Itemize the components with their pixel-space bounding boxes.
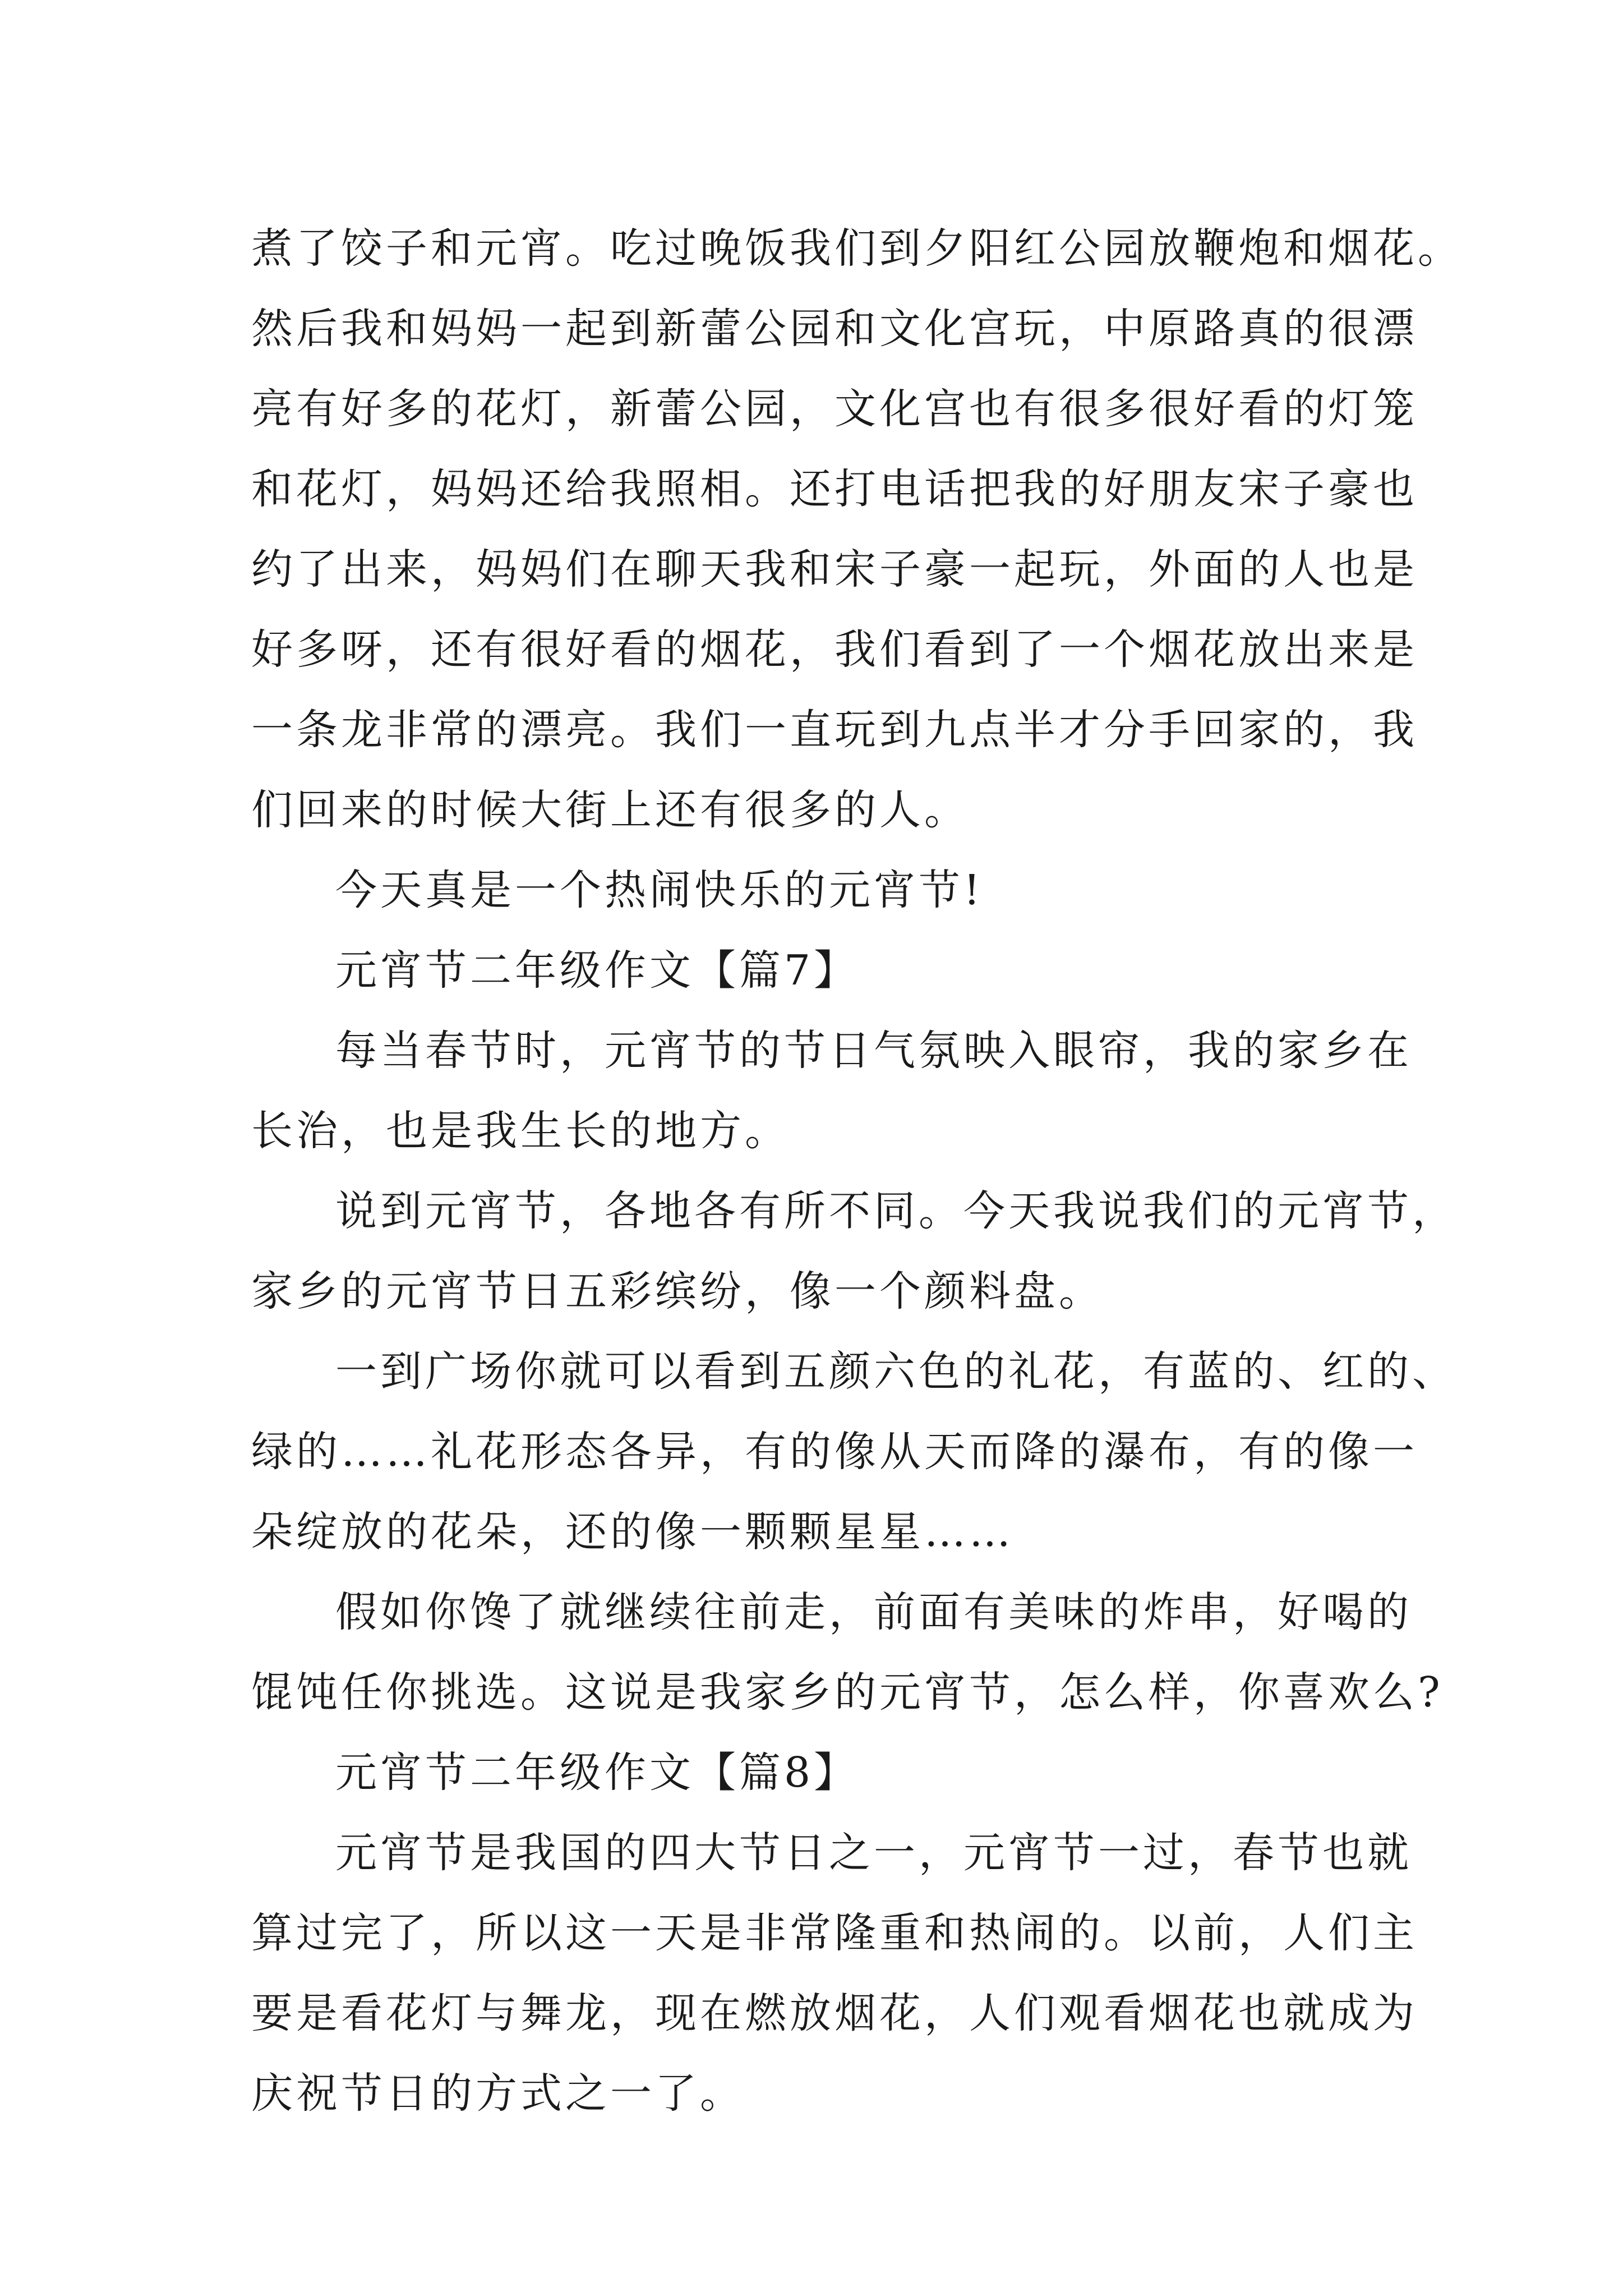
text-line: 算过完了，所以这一天是非常隆重和热闹的。以前，人们主 <box>251 1909 1418 1957</box>
text-line: 们回来的时候大街上还有很多的人。 <box>251 786 969 834</box>
text-line: 家乡的元宵节日五彩缤纷，像一个颜料盘。 <box>251 1267 1104 1315</box>
text-line: 一到广场你就可以看到五颜六色的礼花，有蓝的、红的、 <box>335 1347 1457 1396</box>
text-line: 说到元宵节，各地各有所不同。今天我说我们的元宵节， <box>335 1187 1457 1235</box>
text-line: 和花灯，妈妈还给我照相。还打电话把我的好朋友宋子豪也 <box>251 465 1418 513</box>
text-line: 今天真是一个热闹快乐的元宵节! <box>335 866 984 914</box>
document-body <box>251 209 1463 2134</box>
text-line: 一条龙非常的漂亮。我们一直玩到九点半才分手回家的，我 <box>251 706 1418 754</box>
text-line: 馄饨任你挑选。这说是我家乡的元宵节，怎么样，你喜欢么? <box>251 1668 1444 1717</box>
text-line: 要是看花灯与舞龙，现在燃放烟花，人们观看烟花也就成为 <box>251 1989 1418 2037</box>
text-line: 长治，也是我生长的地方。 <box>251 1107 790 1155</box>
text-line: 约了出来，妈妈们在聊天我和宋子豪一起玩，外面的人也是 <box>251 545 1418 593</box>
text-line: 朵绽放的花朵，还的像一颗颗星星…… <box>251 1508 1014 1556</box>
text-line: 元宵节二年级作文【篇7】 <box>335 946 859 995</box>
text-line: 元宵节是我国的四大节日之一，元宵节一过，春节也就 <box>335 1829 1412 1877</box>
text-line: 每当春节时，元宵节的节日气氛映入眼帘，我的家乡在 <box>335 1027 1412 1075</box>
text-line: 元宵节二年级作文【篇8】 <box>335 1749 859 1797</box>
text-line: 庆祝节日的方式之一了。 <box>251 2069 745 2118</box>
text-line: 亮有好多的花灯，新蕾公园，文化宫也有很多很好看的灯笼 <box>251 385 1418 433</box>
text-line: 绿的……礼花形态各异，有的像从天而降的瀑布，有的像一 <box>251 1428 1418 1476</box>
text-line: 煮了饺子和元宵。吃过晚饭我们到夕阳红公园放鞭炮和烟花。 <box>251 224 1463 273</box>
text-line: 然后我和妈妈一起到新蕾公园和文化宫玩，中原路真的很漂 <box>251 305 1418 353</box>
text-line: 假如你馋了就继续往前走，前面有美味的炸串，好喝的 <box>335 1588 1412 1636</box>
text-line: 好多呀，还有很好看的烟花，我们看到了一个烟花放出来是 <box>251 625 1418 674</box>
